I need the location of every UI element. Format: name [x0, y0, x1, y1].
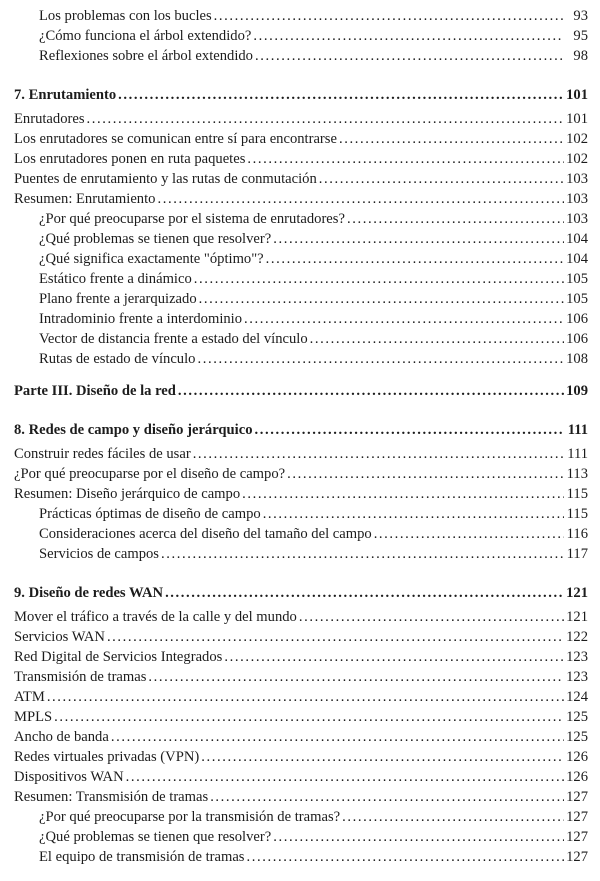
toc-entry-page-number: 126: [566, 749, 588, 765]
toc-entry: [14, 747, 588, 767]
toc-entry-page-number: 113: [566, 466, 588, 482]
toc-dot-leader: [105, 627, 564, 647]
toc-entry-page-number: 106: [566, 311, 588, 327]
toc-dot-leader: [191, 444, 564, 464]
toc-entry-page-number: 121: [566, 585, 588, 601]
toc-dot-leader: [244, 847, 564, 867]
toc-entry-label: Mover el tráfico a través de la calle y del mundo: [14, 609, 297, 625]
toc-entry-page-number: 103: [566, 211, 588, 227]
toc-dot-leader: [176, 381, 564, 401]
toc-entry: [14, 847, 588, 867]
toc-entry: [14, 687, 588, 707]
toc-entry: [14, 269, 588, 289]
toc-entry-label: Transmisión de tramas: [14, 669, 147, 685]
toc-chapter-entry: [14, 85, 588, 105]
toc-dot-leader: [261, 504, 564, 524]
toc-entry-page-number: 122: [566, 629, 588, 645]
toc-entry-label: Los enrutadores ponen en ruta paquetes: [14, 151, 246, 167]
toc-dot-leader: [208, 787, 564, 807]
toc-entry: [14, 787, 588, 807]
toc-dot-leader: [222, 647, 564, 667]
toc-entry: [14, 129, 588, 149]
toc-dot-leader: [297, 607, 564, 627]
toc-entry: [14, 209, 588, 229]
toc-chapter-entry: [14, 420, 588, 440]
toc-entry: [14, 544, 588, 564]
toc-dot-leader: [109, 727, 564, 747]
toc-entry-page-number: 108: [566, 351, 588, 367]
toc-entry: [14, 464, 588, 484]
toc-entry-page-number: 101: [566, 87, 588, 103]
toc-entry: [14, 229, 588, 249]
toc-entry-label: Resumen: Diseño jerárquico de campo: [14, 486, 241, 502]
toc-dot-leader: [242, 309, 564, 329]
toc-entry-page-number: 127: [566, 849, 588, 865]
toc-entry-label: Estático frente a dinámico: [39, 271, 192, 287]
toc-entry: [14, 46, 588, 66]
toc-entry-label: Parte III. Diseño de la red: [14, 383, 176, 399]
toc-dot-leader: [251, 26, 564, 46]
toc-entry-page-number: 105: [566, 271, 588, 287]
toc-entry-label: Servicios de campos: [39, 546, 159, 562]
toc-entry: [14, 667, 588, 687]
toc-dot-leader: [253, 46, 564, 66]
toc-entry-label: Plano frente a jerarquizado: [39, 291, 197, 307]
toc-entry-label: MPLS: [14, 709, 53, 725]
toc-entry-label: ATM: [14, 689, 45, 705]
toc-entry-page-number: 109: [566, 383, 588, 399]
toc-dot-leader: [317, 169, 564, 189]
toc-entry: [14, 169, 588, 189]
toc-entry-page-number: 104: [566, 251, 588, 267]
toc-dot-leader: [85, 109, 564, 129]
toc-entry: [14, 807, 588, 827]
toc-entry-label: ¿Por qué preocuparse por el sistema de enrutadores?: [39, 211, 345, 227]
toc-entry: [14, 647, 588, 667]
toc-dot-leader: [159, 544, 564, 564]
toc-entry: [14, 707, 588, 727]
toc-dot-leader: [372, 524, 564, 544]
toc-entry: [14, 289, 588, 309]
toc-dot-leader: [285, 464, 564, 484]
toc-entry-label: Red Digital de Servicios Integrados: [14, 649, 223, 665]
toc-entry-label: Servicios WAN: [14, 629, 105, 645]
table-of-contents: [14, 6, 588, 867]
toc-entry-page-number: 98: [573, 48, 588, 64]
toc-entry-label: 7. Enrutamiento: [14, 87, 117, 103]
toc-dot-leader: [253, 420, 565, 440]
toc-entry-label: ¿Cómo funciona el árbol extendido?: [39, 28, 252, 44]
toc-entry-label: Resumen: Transmisión de tramas: [14, 789, 209, 805]
toc-entry-page-number: 121: [566, 609, 588, 625]
toc-entry-label: 9. Diseño de redes WAN: [14, 585, 164, 601]
toc-dot-leader: [155, 189, 564, 209]
toc-entry-label: Construir redes fáciles de usar: [14, 446, 191, 462]
toc-entry: [14, 109, 588, 129]
toc-dot-leader: [199, 747, 564, 767]
toc-dot-leader: [271, 827, 564, 847]
toc-entry-page-number: 124: [566, 689, 588, 705]
toc-dot-leader: [308, 329, 564, 349]
toc-entry: [14, 26, 588, 46]
toc-entry-label: Intradominio frente a interdominio: [39, 311, 243, 327]
toc-dot-leader: [271, 229, 564, 249]
toc-dot-leader: [146, 667, 564, 687]
toc-entry-page-number: 93: [573, 8, 588, 24]
toc-dot-leader: [245, 149, 564, 169]
toc-entry-label: ¿Por qué preocuparse por el diseño de campo?: [14, 466, 286, 482]
toc-entry-label: Enrutadores: [14, 111, 85, 127]
toc-entry: [14, 149, 588, 169]
toc-dot-leader: [340, 807, 564, 827]
toc-entry: [14, 309, 588, 329]
toc-entry-page-number: 103: [566, 171, 588, 187]
toc-entry-label: Ancho de banda: [14, 729, 109, 745]
toc-entry: [14, 827, 588, 847]
toc-entry-label: Resumen: Enrutamiento: [14, 191, 156, 207]
toc-dot-leader: [197, 289, 564, 309]
toc-entry-page-number: 105: [566, 291, 588, 307]
toc-entry-page-number: 123: [566, 649, 588, 665]
toc-dot-leader: [337, 129, 564, 149]
toc-entry-label: Reflexiones sobre el árbol extendido: [39, 48, 253, 64]
toc-entry-label: Los problemas con los bucles: [39, 8, 212, 24]
toc-chapter-entry: [14, 583, 588, 603]
toc-entry-page-number: 116: [566, 526, 588, 542]
toc-entry: [14, 484, 588, 504]
toc-dot-leader: [264, 249, 564, 269]
toc-entry-page-number: 111: [567, 446, 588, 462]
toc-entry-label: Consideraciones acerca del diseño del tamaño del campo: [39, 526, 372, 542]
toc-dot-leader: [163, 583, 564, 603]
toc-entry: [14, 627, 588, 647]
toc-entry-label: Los enrutadores se comunican entre sí para encontrarse: [14, 131, 337, 147]
toc-entry-page-number: 103: [566, 191, 588, 207]
toc-entry: [14, 6, 588, 26]
toc-dot-leader: [45, 687, 564, 707]
toc-entry-page-number: 125: [566, 729, 588, 745]
toc-entry-page-number: 106: [566, 331, 588, 347]
toc-dot-leader: [240, 484, 564, 504]
toc-entry-page-number: 115: [566, 486, 588, 502]
toc-entry-label: ¿Por qué preocuparse por la transmisión de tramas?: [39, 809, 341, 825]
toc-entry: [14, 767, 588, 787]
toc-entry: [14, 607, 588, 627]
toc-entry-label: 8. Redes de campo y diseño jerárquico: [14, 422, 253, 438]
toc-dot-leader: [345, 209, 564, 229]
toc-entry-page-number: 101: [566, 111, 588, 127]
toc-dot-leader: [195, 349, 564, 369]
toc-entry-page-number: 123: [566, 669, 588, 685]
toc-entry-page-number: 102: [566, 151, 588, 167]
toc-entry-page-number: 117: [566, 546, 588, 562]
toc-entry: [14, 524, 588, 544]
toc-part-entry: [14, 381, 588, 401]
toc-dot-leader: [116, 85, 564, 105]
toc-entry-page-number: 111: [567, 422, 588, 438]
toc-entry-label: ¿Qué problemas se tienen que resolver?: [39, 829, 272, 845]
toc-page: [14, 6, 588, 867]
toc-entry-label: Vector de distancia frente a estado del vínculo: [39, 331, 308, 347]
toc-entry-label: Dispositivos WAN: [14, 769, 124, 785]
toc-entry-page-number: 104: [566, 231, 588, 247]
toc-entry-label: Rutas de estado de vínculo: [39, 351, 196, 367]
toc-entry-label: Prácticas óptimas de diseño de campo: [39, 506, 261, 522]
toc-entry: [14, 444, 588, 464]
toc-entry-page-number: 127: [566, 829, 588, 845]
toc-entry: [14, 329, 588, 349]
toc-entry-label: Redes virtuales privadas (VPN): [14, 749, 200, 765]
toc-entry-label: El equipo de transmisión de tramas: [39, 849, 245, 865]
toc-entry-page-number: 115: [566, 506, 588, 522]
toc-entry-page-number: 127: [566, 809, 588, 825]
toc-entry-page-number: 125: [566, 709, 588, 725]
toc-entry-page-number: 127: [566, 789, 588, 805]
toc-entry: [14, 349, 588, 369]
toc-dot-leader: [52, 707, 564, 727]
toc-dot-leader: [212, 6, 564, 26]
toc-entry-label: ¿Qué problemas se tienen que resolver?: [39, 231, 272, 247]
toc-entry: [14, 727, 588, 747]
toc-entry: [14, 189, 588, 209]
toc-entry-page-number: 102: [566, 131, 588, 147]
toc-entry-label: Puentes de enrutamiento y las rutas de conmutación: [14, 171, 317, 187]
toc-entry-page-number: 126: [566, 769, 588, 785]
toc-entry-page-number: 95: [573, 28, 588, 44]
toc-entry: [14, 504, 588, 524]
toc-entry-label: ¿Qué significa exactamente "óptimo"?: [39, 251, 264, 267]
toc-entry: [14, 249, 588, 269]
toc-dot-leader: [192, 269, 564, 289]
toc-dot-leader: [124, 767, 564, 787]
